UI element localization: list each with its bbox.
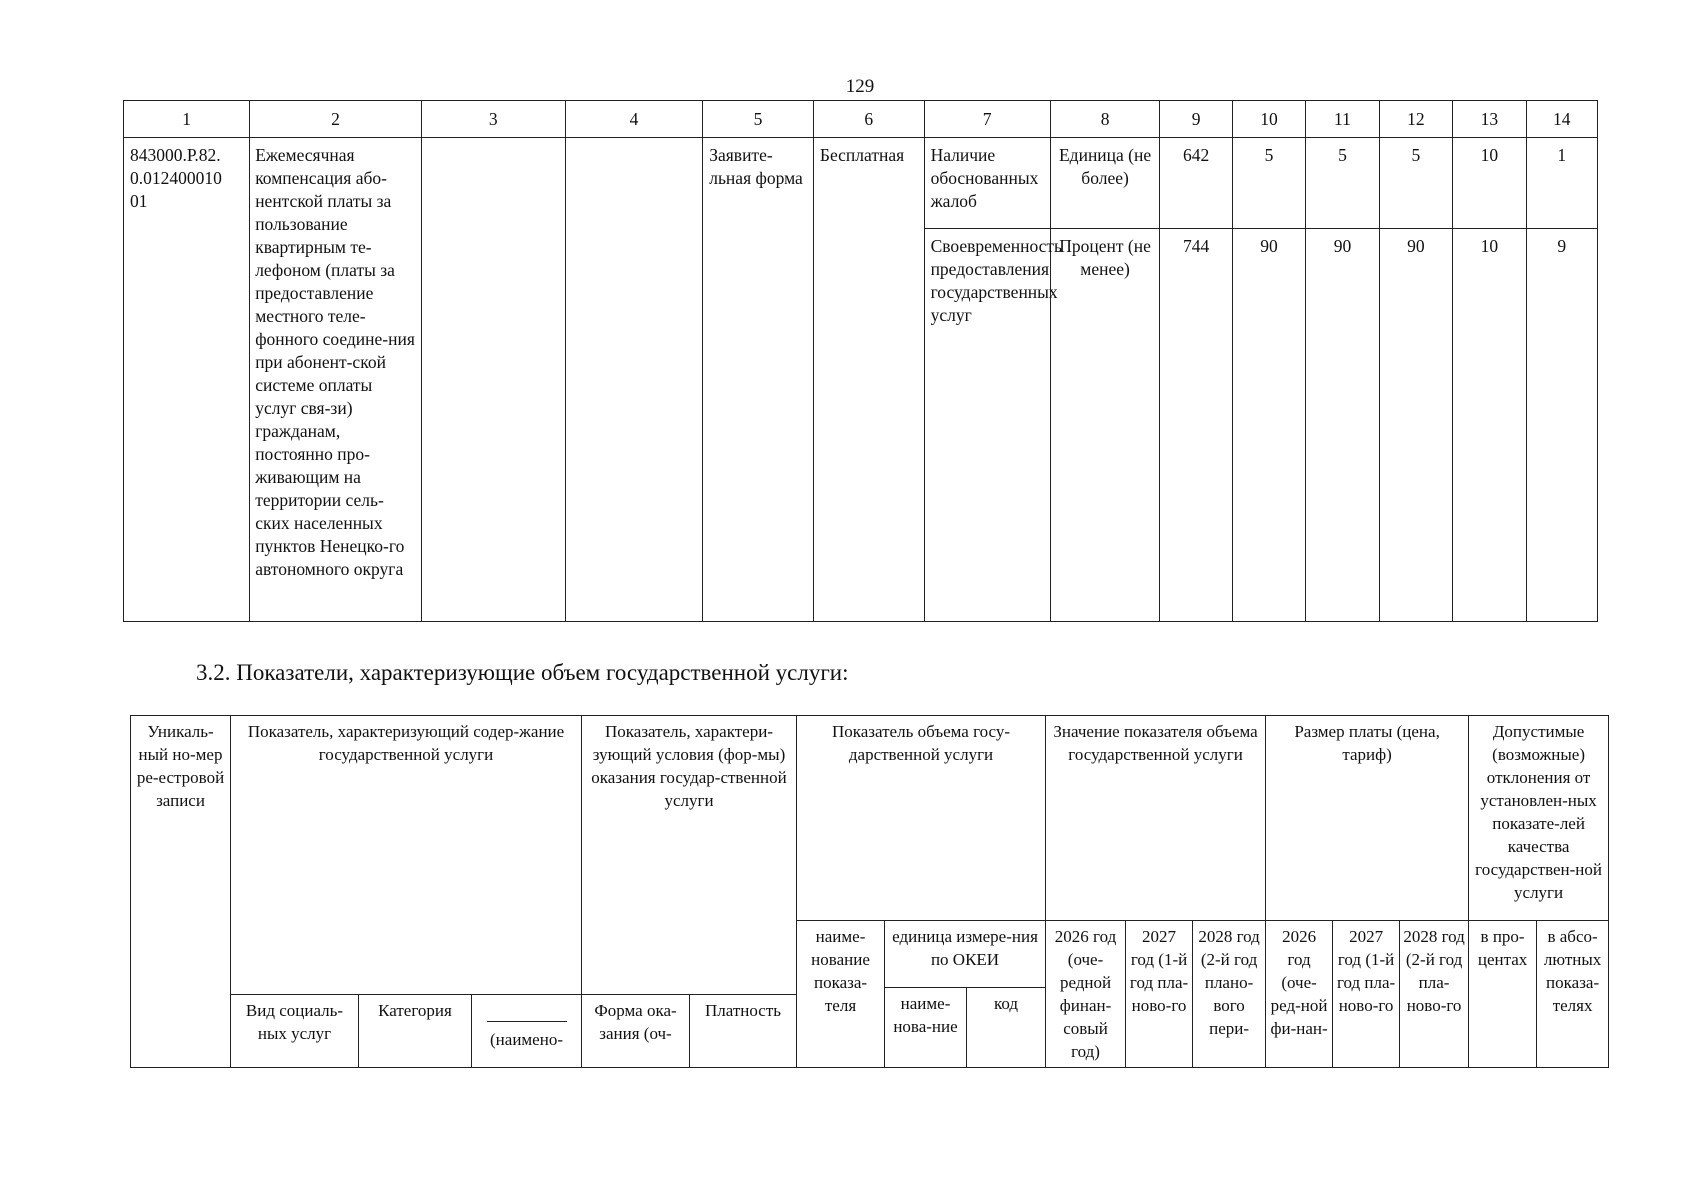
empty-cell (565, 138, 703, 622)
blank-name-header (472, 995, 582, 1068)
okei-code-header: код (967, 988, 1046, 1068)
volume-value-header: Значение показателя объема государственной услуги (1046, 716, 1266, 921)
column-number: 3 (421, 101, 565, 138)
value-2026: 5 (1232, 138, 1305, 229)
deviations-header: Допустимые (возможные) отклонения от установлен-ных показате-лей качества государствен-ной услуги (1469, 716, 1609, 921)
value-2027: 5 (1306, 138, 1379, 229)
category-header: Категория (359, 995, 472, 1068)
blank-name-label: (наимено- (490, 1030, 563, 1049)
quality-indicators-table (123, 100, 1598, 622)
column-number: 1 (124, 101, 250, 138)
volume-indicator-header: Показатель объема госу-дарственной услуги (797, 716, 1046, 921)
payment-type-header: Платность (690, 995, 797, 1068)
okei-name-header: наиме-нова-ние (885, 988, 967, 1068)
table-row (124, 138, 1598, 229)
deviation-absolute: 9 (1526, 229, 1597, 622)
okei-code: 744 (1160, 229, 1232, 622)
column-number: 6 (813, 101, 924, 138)
value-2028: 5 (1379, 138, 1452, 229)
column-number-row (124, 101, 1598, 138)
year-2026-header: 2026 год (оче-редной финан-совый год) (1046, 921, 1126, 1068)
service-name: Ежемесячная компенсация або-нентской платы за пользование квартирным те-лефоном (платы за предоставление местного теле-фонного соедине-ния при абонент-ской системе оплаты услуг свя-зи) гражданам, постоянно про-живающим на территории сель-ских населенных пунктов Ненецко-го автономного округа (250, 138, 422, 622)
service-form-header: Форма ока-зания (оч- (582, 995, 690, 1068)
year-2028-header: 2028 год (2-й год плано-вого пери- (1193, 921, 1266, 1068)
deviation-absolute: 1 (1526, 138, 1597, 229)
volume-indicators-table (130, 715, 1609, 1068)
indicator-name: Своевременность предоставления государственных услуг (924, 229, 1050, 622)
year-2027-header: 2027 год (1-й год пла-ново-го (1126, 921, 1193, 1068)
unique-number-header: Уникаль-ный но-мер ре-естровой записи (131, 716, 231, 1068)
column-number: 8 (1050, 101, 1160, 138)
page-number: 129 (845, 76, 875, 97)
fee-2026-header: 2026 год (оче-ред-ной фи-нан- (1266, 921, 1333, 1068)
fee-2027-header: 2027 год (1-й год пла-ново-го (1333, 921, 1400, 1068)
indicator-name-header: наиме-нование показа-теля (797, 921, 885, 1068)
fee-2028-header: 2028 год (2-й год пла-ново-го (1400, 921, 1469, 1068)
indicator-name: Наличие обоснованных жалоб (924, 138, 1050, 229)
column-number: 10 (1232, 101, 1305, 138)
column-number: 9 (1160, 101, 1232, 138)
value-2028: 90 (1379, 229, 1452, 622)
registry-number: 843000.Р.82. 0.012400010 01 (124, 138, 250, 622)
okei-unit-header: единица измере-ния по ОКЕИ (885, 921, 1046, 988)
section-title: 3.2. Показатели, характеризующие объем государственной услуги: (196, 660, 849, 685)
header-row (131, 716, 1609, 921)
empty-cell (421, 138, 565, 622)
okei-code: 642 (1160, 138, 1232, 229)
value-2027: 90 (1306, 229, 1379, 622)
unit-name: Единица (не более) (1050, 138, 1160, 229)
deviation-percent: 10 (1453, 229, 1526, 622)
service-payment: Бесплатная (813, 138, 924, 622)
deviation-percent: 10 (1453, 138, 1526, 229)
column-number: 12 (1379, 101, 1452, 138)
column-number: 4 (565, 101, 703, 138)
unit-name: Процент (не менее) (1050, 229, 1160, 622)
column-number: 2 (250, 101, 422, 138)
service-form: Заявите-льная форма (703, 138, 814, 622)
column-number: 5 (703, 101, 814, 138)
column-number: 13 (1453, 101, 1526, 138)
content-indicator-header: Показатель, характеризующий содер-жание государственной услуги (231, 716, 582, 995)
column-number: 7 (924, 101, 1050, 138)
blank-underline (487, 999, 567, 1022)
in-absolute-header: в абсо-лютных показа-телях (1537, 921, 1609, 1068)
column-number: 14 (1526, 101, 1597, 138)
value-2026: 90 (1232, 229, 1305, 622)
fee-header: Размер платы (цена, тариф) (1266, 716, 1469, 921)
conditions-indicator-header: Показатель, характери-зующий условия (фор-мы) оказания государ-ственной услуги (582, 716, 797, 995)
in-percent-header: в про-центах (1469, 921, 1537, 1068)
social-service-type-header: Вид социаль-ных услуг (231, 995, 359, 1068)
column-number: 11 (1306, 101, 1379, 138)
